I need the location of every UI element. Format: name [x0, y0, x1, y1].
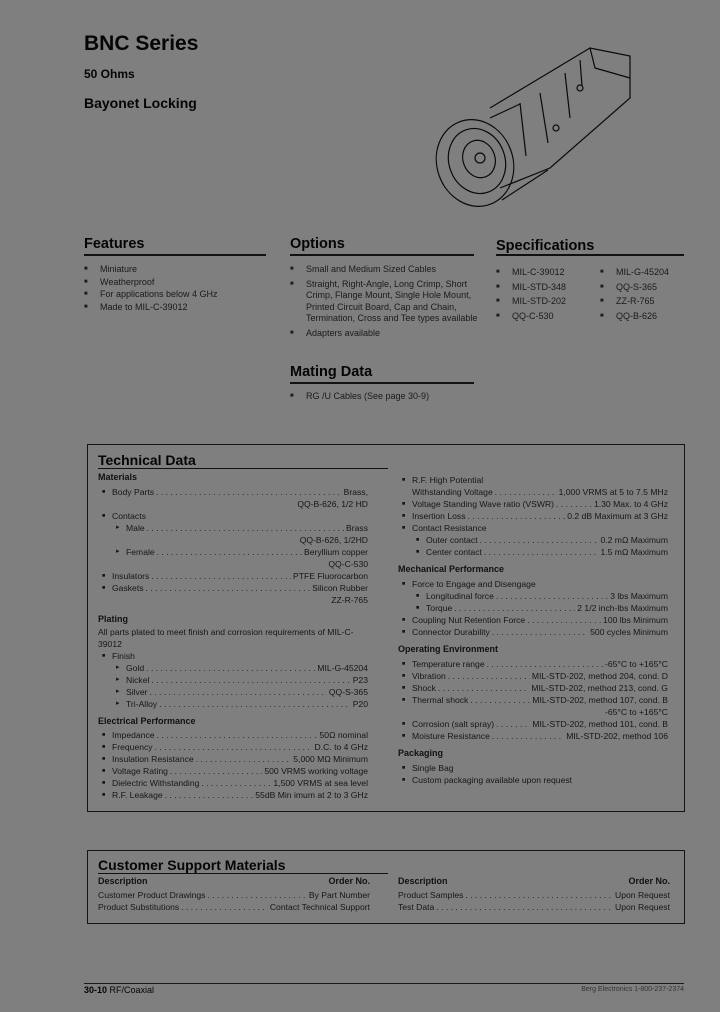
insulation-row — [98, 753, 368, 765]
row-value: 55dB Min imum at 2 to 3 GHz — [255, 790, 368, 800]
thermal-shock-value-2: -65°C to +165°C — [604, 707, 668, 717]
row-label: ■ R.F. Leakage — [112, 790, 163, 800]
withstanding-row — [398, 486, 668, 498]
female-value-2: QQ-C-530 — [328, 559, 368, 569]
row-label: ■ Thermal shock — [412, 695, 469, 705]
row-label: ■ Insulators — [112, 571, 150, 581]
row-value: 500 VRMS working voltage — [264, 766, 368, 776]
footer-page-number — [84, 985, 154, 995]
nickel-row — [98, 674, 368, 686]
row-value: Beryllium copper — [304, 547, 368, 557]
row-label: ■ Contacts — [112, 511, 146, 521]
row-value: PTFE Fluorocarbon — [293, 571, 368, 581]
row-label: ■ Center contact — [426, 547, 482, 557]
electrical-heading: Electrical Performance — [98, 716, 196, 726]
technical-left-column — [98, 472, 368, 801]
row-label: ■ Vibration — [412, 671, 446, 681]
row-label: ▸ Gold — [126, 663, 145, 673]
row-value: 1,500 VRMS at sea level — [273, 778, 368, 788]
row-value: MIL-STD-202, method 106 — [566, 731, 668, 741]
trialloy-row — [98, 698, 368, 710]
footer-page: 30-10 — [84, 985, 108, 995]
feature-item: ■ Made to MIL-C-39012 — [84, 301, 264, 314]
mating-item: ■ RG /U Cables (See page 30-9) — [290, 390, 480, 403]
row-label: Product Samples — [398, 890, 464, 900]
rf-leakage-row — [98, 789, 368, 801]
male-row — [98, 522, 368, 534]
spec-item: ■ ZZ-R-765 — [600, 294, 690, 309]
row-value: MIL-STD-202, method 204, cond. D — [531, 671, 668, 681]
frequency-row — [98, 741, 368, 753]
packaging-heading: Packaging — [398, 748, 444, 758]
row-value: 100 lbs Minimum — [603, 615, 668, 625]
options-rule — [290, 254, 474, 256]
row-label: ■ Custom packaging available upon request — [412, 775, 573, 785]
rf-high-row — [398, 474, 668, 486]
spec-item: ■ QQ-C-530 — [496, 309, 592, 324]
force-row — [398, 578, 668, 590]
feature-item: ■ Weatherproof — [84, 276, 264, 289]
corrosion-row — [398, 718, 668, 730]
row-value: QQ-S-365 — [328, 687, 368, 697]
row-label: ■ Insulation Resistance — [112, 754, 194, 764]
row-value: 500 cycles Minimum — [590, 627, 668, 637]
specifications-heading: Specifications — [496, 238, 595, 254]
gaskets-value-2: ZZ-R-765 — [331, 595, 368, 605]
impedance-subtitle: 50 Ohms — [84, 67, 135, 81]
features-list — [84, 263, 264, 313]
technical-right-column — [398, 474, 668, 786]
row-label: ■ Coupling Nut Retention Force — [412, 615, 526, 625]
row-label: ■ Gaskets — [112, 583, 144, 593]
row-value: MIL-G-45204 — [317, 663, 368, 673]
row-label: ■ Body Parts — [112, 487, 155, 497]
female-row — [98, 546, 368, 558]
support-row — [98, 901, 370, 913]
row-label: ■ Frequency — [112, 742, 153, 752]
support-col-order: Order No. — [628, 876, 670, 886]
row-value: Upon Request — [615, 890, 670, 900]
insertion-row — [398, 510, 668, 522]
row-label: ■ R.F. High Potential — [412, 475, 484, 485]
row-value: Brass, — [343, 487, 368, 497]
options-list — [290, 264, 480, 339]
row-label: ■ Longitudinal force — [426, 591, 494, 601]
row-value: 1.30 Max. to 4 GHz — [593, 499, 668, 509]
insulators-row — [98, 570, 368, 582]
contacts-row — [98, 510, 368, 522]
impedance-row — [98, 729, 368, 741]
support-title-rule — [98, 873, 388, 874]
bnc-connector-image — [430, 38, 640, 213]
row-value: By Part Number — [308, 890, 370, 900]
support-col-description: Description — [98, 876, 148, 886]
gold-row — [98, 662, 368, 674]
row-value: 3 lbs Maximum — [610, 591, 668, 601]
gaskets-row — [98, 582, 368, 594]
coupling-row — [398, 614, 668, 626]
spec-item: ■ QQ-B-626 — [600, 309, 690, 324]
row-label: ■ Connector Durability — [412, 627, 490, 637]
row-value: 5,000 MΩ Minimum — [293, 754, 368, 764]
row-value: 0.2 dB Maximum at 3 GHz — [567, 511, 668, 521]
body-parts-value-2: QQ-B-626, 1/2 HD — [297, 499, 368, 509]
row-label: ■ Single Bag — [412, 763, 454, 773]
row-label: ■ Torque — [426, 603, 453, 613]
support-row — [398, 889, 670, 901]
support-right-table — [398, 876, 670, 913]
materials-heading: Materials — [98, 472, 138, 482]
features-rule — [84, 254, 266, 256]
row-label: ■ Contact Resistance — [412, 523, 487, 533]
technical-data-title: Technical Data — [98, 452, 196, 468]
longitudinal-row — [398, 590, 668, 602]
row-label: ■ Force to Engage and Disengage — [412, 579, 536, 589]
row-label: ■ Finish — [112, 651, 135, 661]
vswr-row — [398, 498, 668, 510]
row-value: 1.5 mΩ Maximum — [600, 547, 668, 557]
mating-rule — [290, 382, 474, 384]
row-label: ▸ Tri-Alloy — [126, 699, 158, 709]
temperature-row — [398, 658, 668, 670]
footer-rule — [84, 983, 684, 984]
spec-item: ■ MIL-STD-348 — [496, 280, 592, 295]
row-label: Test Data — [398, 902, 435, 912]
row-value: P23 — [352, 675, 368, 685]
option-item: ■ Adapters available — [290, 328, 480, 340]
option-item: ■ Small and Medium Sized Cables — [290, 264, 480, 276]
spec-item: ■ MIL-G-45204 — [600, 265, 690, 280]
row-label: ▸ Female — [126, 547, 155, 557]
shock-row — [398, 682, 668, 694]
finish-row — [98, 650, 368, 662]
spec-item: ■ MIL-STD-202 — [496, 294, 592, 309]
support-row — [398, 901, 670, 913]
options-heading: Options — [290, 236, 345, 252]
row-label: ■ Impedance — [112, 730, 155, 740]
row-label: ■ Outer contact — [426, 535, 478, 545]
plating-text: All parts plated to meet finish and corrosion requirements of MIL-C-39012 — [98, 627, 354, 649]
spec-item: ■ QQ-S-365 — [600, 280, 690, 295]
row-label: ■ Voltage Rating — [112, 766, 168, 776]
dielectric-row — [98, 777, 368, 789]
center-contact-row — [398, 546, 668, 558]
option-item: ■ Straight, Right-Angle, Long Crimp, Short Crimp, Flange Mount, Single Hole Mount, Printed Circuit Board, Cap and Chain, Termination, Cross and Tee types available — [290, 279, 480, 325]
support-col-order: Order No. — [328, 876, 370, 886]
row-value: 2 1/2 inch-lbs Maximum — [577, 603, 668, 613]
durability-row — [398, 626, 668, 638]
row-value: Silicon Rubber — [312, 583, 368, 593]
page-title: BNC Series — [84, 32, 199, 55]
features-heading: Features — [84, 236, 145, 252]
row-value: MIL-STD-202, method 213, cond. G — [531, 683, 668, 693]
vibration-row — [398, 670, 668, 682]
outer-contact-row — [398, 534, 668, 546]
specifications-list-1 — [496, 265, 592, 323]
row-label: ■ Corrosion (salt spray) — [412, 719, 495, 729]
row-value: 0.2 mΩ Maximum — [600, 535, 668, 545]
row-label: ▸ Nickel — [126, 675, 150, 685]
mating-list — [290, 390, 480, 403]
row-label: Product Substitutions — [98, 902, 180, 912]
feature-item: ■ Miniature — [84, 263, 264, 276]
row-label: ▸ Silver — [126, 687, 148, 697]
feature-item: ■ For applications below 4 GHz — [84, 288, 264, 301]
row-label: ■ Dielectric Withstanding — [112, 778, 200, 788]
row-value: -65°C to +165°C — [604, 659, 668, 669]
row-label: ■ Insertion Loss — [412, 511, 466, 521]
row-label: Customer Product Drawings — [98, 890, 206, 900]
footer-company: Berg Electronics 1-800-237-2374 — [581, 986, 684, 993]
mating-heading: Mating Data — [290, 364, 373, 380]
row-value: D.C. to 4 GHz — [314, 742, 368, 752]
specifications-list-2 — [600, 265, 690, 323]
row-label: ■ Temperature range — [412, 659, 485, 669]
silver-row — [98, 686, 368, 698]
row-value: Brass — [346, 523, 368, 533]
packaging-item — [398, 762, 668, 774]
packaging-item — [398, 774, 668, 786]
row-label: ■ Voltage Standing Wave ratio (VSWR) — [412, 499, 555, 509]
footer-section: RF/Coaxial — [109, 985, 155, 995]
row-label: Withstanding Voltage — [412, 487, 493, 497]
row-value: MIL-STD-202, method 101, cond. B — [532, 719, 668, 729]
voltage-row — [98, 765, 368, 777]
locking-subtitle: Bayonet Locking — [84, 95, 197, 111]
row-value: Upon Request — [615, 902, 670, 912]
row-value: 1,000 VRMS at 5 to 7.5 MHz — [558, 487, 668, 497]
male-value-2: QQ-B-626, 1/2HD — [299, 535, 368, 545]
row-value: MIL-STD-202, method 107, cond. B — [532, 695, 668, 705]
row-label: ■ Moisture Resistance — [412, 731, 490, 741]
support-left-table — [98, 876, 370, 913]
body-parts-row — [98, 486, 368, 498]
row-value: Contact Technical Support — [269, 902, 370, 912]
row-label: ■ Shock — [412, 683, 436, 693]
environment-heading: Operating Environment — [398, 644, 499, 654]
mechanical-heading: Mechanical Performance — [398, 564, 505, 574]
row-value: 50Ω nominal — [319, 730, 368, 740]
customer-support-title: Customer Support Materials — [98, 857, 286, 873]
thermal-shock-row — [398, 694, 668, 706]
row-label: ▸ Male — [126, 523, 145, 533]
moisture-row — [398, 730, 668, 742]
row-value: P20 — [352, 699, 368, 709]
contact-resistance-row — [398, 522, 668, 534]
technical-title-rule — [98, 468, 388, 469]
specifications-rule — [496, 254, 684, 256]
support-row — [98, 889, 370, 901]
plating-heading: Plating — [98, 614, 129, 624]
torque-row — [398, 602, 668, 614]
support-col-description: Description — [398, 876, 448, 886]
spec-item: ■ MIL-C-39012 — [496, 265, 592, 280]
